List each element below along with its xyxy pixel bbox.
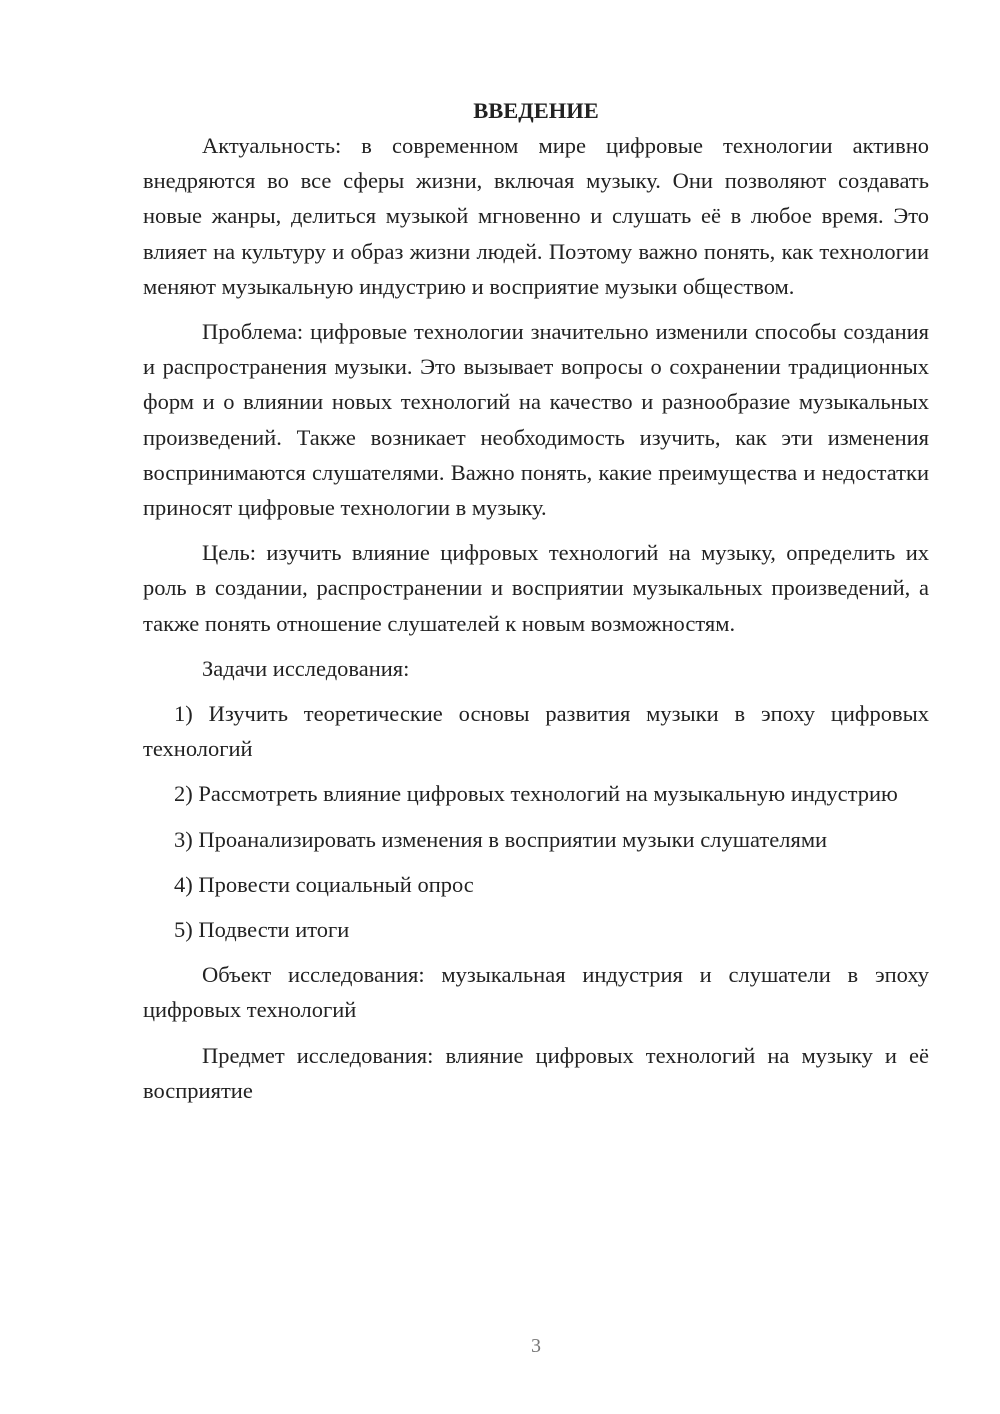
task-item: 4) Провести социальный опрос	[174, 871, 474, 897]
task-item: 3) Проанализировать изменения в восприятии музыки слушателями	[174, 826, 828, 852]
research-object-paragraph: Объект исследования: музыкальная индустрия и слушатели в эпоху цифровых технологий	[143, 962, 929, 1023]
goal-paragraph: Цель: изучить влияние цифровых технологий на музыку, определить их роль в создании, распространении и восприятии музыкальных произведений, а также понять отношение слушателей к новым возможностям.	[143, 540, 929, 636]
page-content	[143, 93, 929, 1108]
page-number: 3	[531, 1335, 541, 1357]
task-item: 5) Подвести итоги	[174, 917, 350, 943]
problem-paragraph: Проблема: цифровые технологии значительно изменили способы создания и распространения музыки. Это вызывает вопросы о сохранении традиционных форм и о влиянии новых технологий на качество и разнообразие музыкальных произведений. Также возникает необходимость изучить, как эти изменения воспринимаются слушателями. Важно понять, какие преимущества и недостатки приносят цифровые технологии в музыку.	[143, 319, 929, 521]
research-subject-paragraph: Предмет исследования: влияние цифровых технологий на музыку и её восприятие	[143, 1042, 929, 1103]
section-title: ВВЕДЕНИЕ	[473, 98, 599, 123]
relevance-paragraph: Актуальность: в современном мире цифровые технологии активно внедряются во все сферы жизни, включая музыку. Они позволяют создавать новые жанры, делиться музыкой мгновенно и слушать её в любое время. Это влияет на культуру и образ жизни людей. Поэтому важно понять, как технологии меняют музыкальную индустрию и восприятие музыки обществом.	[143, 133, 929, 299]
task-item: 2) Рассмотреть влияние цифровых технологий на музыкальную индустрию	[174, 781, 898, 807]
tasks-heading: Задачи исследования:	[202, 655, 410, 681]
task-item: 1) Изучить теоретические основы развития музыки в эпоху цифровых технологий	[143, 701, 929, 762]
